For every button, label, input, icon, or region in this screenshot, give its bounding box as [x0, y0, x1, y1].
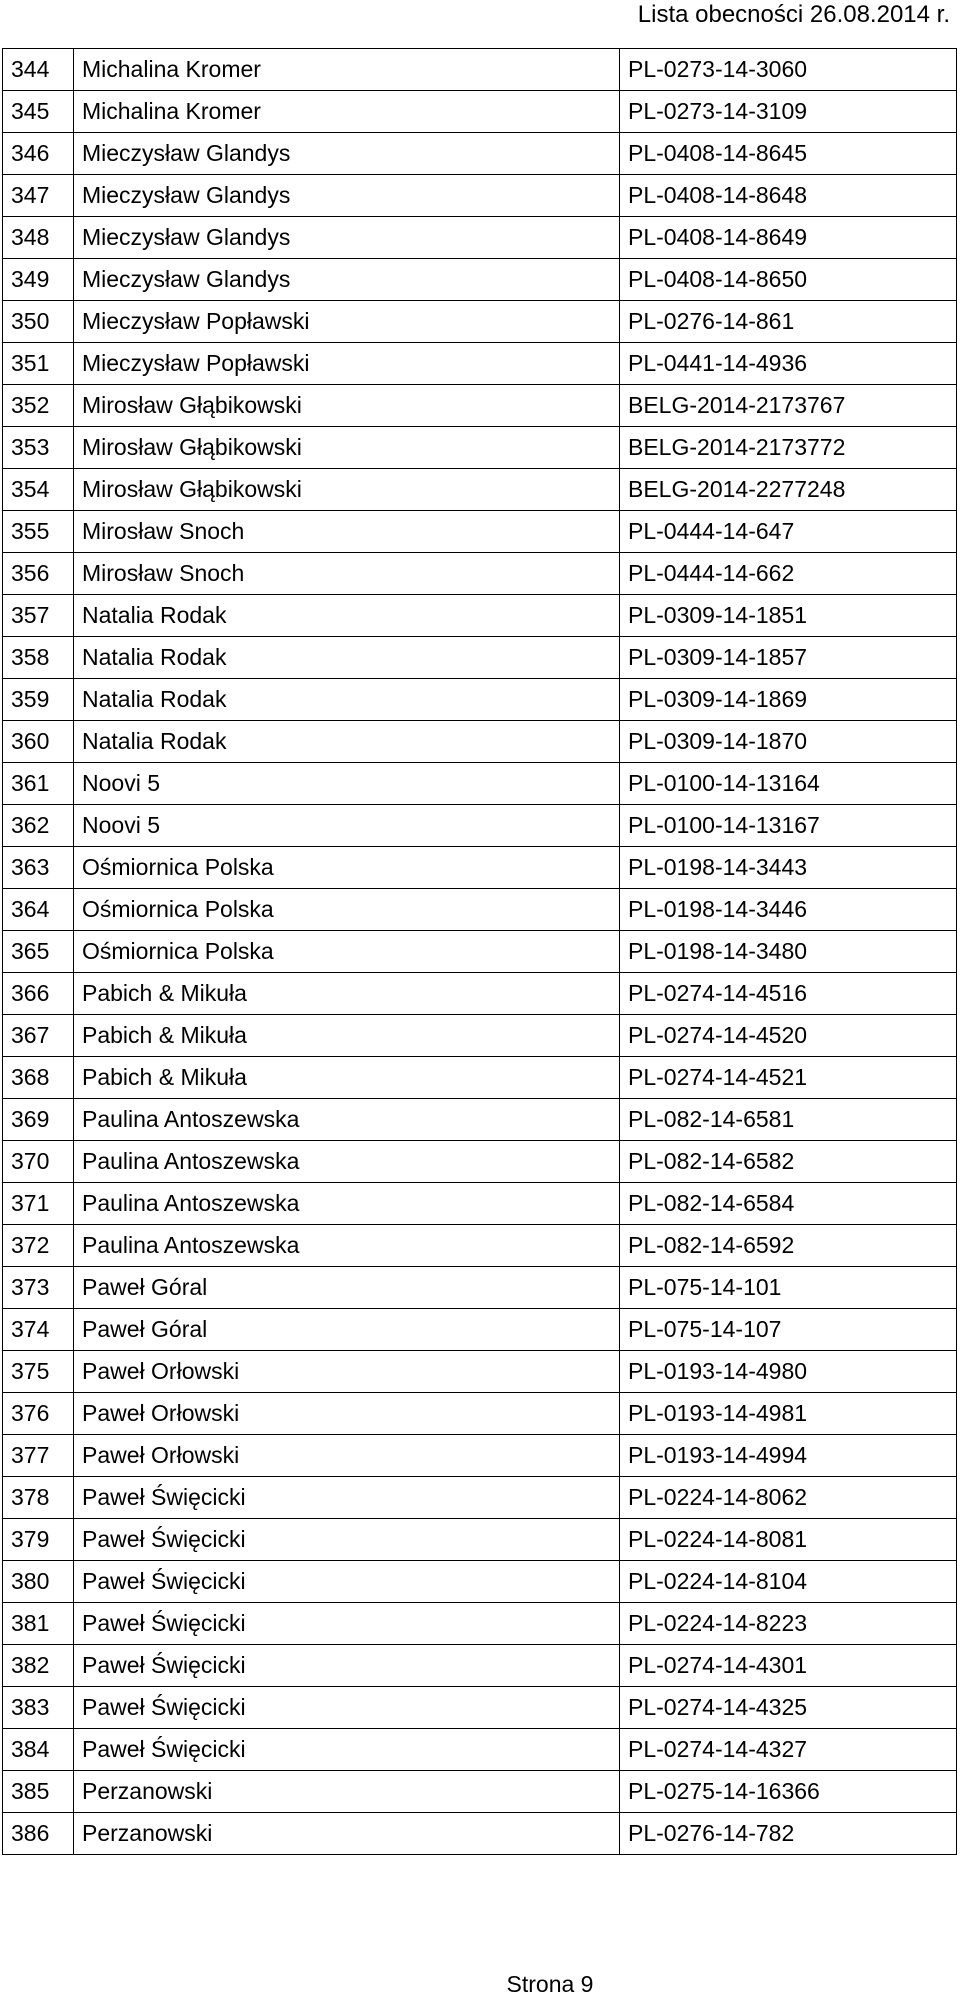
page-number: Strona 9 [506, 1971, 594, 1997]
registration-code-cell: PL-0100-14-13167 [620, 805, 957, 847]
registration-code-cell: PL-0309-14-1870 [620, 721, 957, 763]
registration-code-cell: PL-0444-14-647 [620, 511, 957, 553]
table-row [3, 1225, 957, 1267]
table-row [3, 1141, 957, 1183]
registration-code-cell: PL-0198-14-3443 [620, 847, 957, 889]
row-number-cell: 352 [3, 385, 74, 427]
participant-name-cell: Natalia Rodak [74, 595, 620, 637]
participant-name-cell: Paweł Święcicki [74, 1729, 620, 1771]
registration-code-cell: PL-082-14-6584 [620, 1183, 957, 1225]
participant-name-cell: Paweł Święcicki [74, 1645, 620, 1687]
row-number-cell: 353 [3, 427, 74, 469]
row-number-cell: 385 [3, 1771, 74, 1813]
registration-code-cell: PL-0224-14-8104 [620, 1561, 957, 1603]
table-row [3, 1771, 957, 1813]
participant-name-cell: Pabich & Mikuła [74, 1057, 620, 1099]
table-row [3, 1015, 957, 1057]
table-row [3, 1603, 957, 1645]
participant-name-cell: Paweł Święcicki [74, 1477, 620, 1519]
table-row [3, 1813, 957, 1855]
participant-name-cell: Mieczysław Popławski [74, 301, 620, 343]
participant-name-cell: Paweł Święcicki [74, 1687, 620, 1729]
registration-code-cell: PL-0274-14-4516 [620, 973, 957, 1015]
participant-name-cell: Perzanowski [74, 1813, 620, 1855]
registration-code-cell: BELG-2014-2277248 [620, 469, 957, 511]
table-row [3, 217, 957, 259]
registration-code-cell: PL-0408-14-8645 [620, 133, 957, 175]
participant-name-cell: Paweł Święcicki [74, 1519, 620, 1561]
registration-code-cell: PL-0273-14-3109 [620, 91, 957, 133]
participant-name-cell: Michalina Kromer [74, 91, 620, 133]
row-number-cell: 360 [3, 721, 74, 763]
registration-code-cell: PL-0274-14-4521 [620, 1057, 957, 1099]
table-row [3, 511, 957, 553]
row-number-cell: 349 [3, 259, 74, 301]
participant-name-cell: Paweł Góral [74, 1309, 620, 1351]
participant-name-cell: Natalia Rodak [74, 679, 620, 721]
table-row [3, 1057, 957, 1099]
registration-code-cell: PL-0276-14-782 [620, 1813, 957, 1855]
registration-code-cell: PL-0224-14-8223 [620, 1603, 957, 1645]
row-number-cell: 354 [3, 469, 74, 511]
participant-name-cell: Paulina Antoszewska [74, 1099, 620, 1141]
participant-name-cell: Mirosław Snoch [74, 553, 620, 595]
participant-name-cell: Ośmiornica Polska [74, 931, 620, 973]
table-row [3, 1435, 957, 1477]
table-row [3, 469, 957, 511]
registration-code-cell: PL-075-14-107 [620, 1309, 957, 1351]
attendance-table [2, 48, 957, 1855]
table-row [3, 385, 957, 427]
row-number-cell: 371 [3, 1183, 74, 1225]
row-number-cell: 355 [3, 511, 74, 553]
table-row [3, 847, 957, 889]
row-number-cell: 350 [3, 301, 74, 343]
registration-code-cell: PL-0444-14-662 [620, 553, 957, 595]
participant-name-cell: Paulina Antoszewska [74, 1183, 620, 1225]
row-number-cell: 356 [3, 553, 74, 595]
participant-name-cell: Mirosław Snoch [74, 511, 620, 553]
row-number-cell: 366 [3, 973, 74, 1015]
table-row [3, 1309, 957, 1351]
table-row [3, 973, 957, 1015]
row-number-cell: 348 [3, 217, 74, 259]
participant-name-cell: Mieczysław Glandys [74, 217, 620, 259]
table-row [3, 1351, 957, 1393]
participant-name-cell: Paweł Orłowski [74, 1351, 620, 1393]
row-number-cell: 358 [3, 637, 74, 679]
registration-code-cell: PL-082-14-6581 [620, 1099, 957, 1141]
participant-name-cell: Ośmiornica Polska [74, 889, 620, 931]
table-row [3, 1183, 957, 1225]
row-number-cell: 370 [3, 1141, 74, 1183]
table-row [3, 1393, 957, 1435]
row-number-cell: 383 [3, 1687, 74, 1729]
registration-code-cell: PL-0100-14-13164 [620, 763, 957, 805]
table-row [3, 91, 957, 133]
participant-name-cell: Paulina Antoszewska [74, 1141, 620, 1183]
registration-code-cell: PL-0193-14-4980 [620, 1351, 957, 1393]
participant-name-cell: Paweł Święcicki [74, 1561, 620, 1603]
participant-name-cell: Paweł Orłowski [74, 1435, 620, 1477]
table-row [3, 1519, 957, 1561]
participant-name-cell: Noovi 5 [74, 805, 620, 847]
attendance-table-body [3, 49, 957, 1855]
registration-code-cell: PL-0275-14-16366 [620, 1771, 957, 1813]
table-row [3, 889, 957, 931]
registration-code-cell: PL-0408-14-8648 [620, 175, 957, 217]
row-number-cell: 357 [3, 595, 74, 637]
registration-code-cell: PL-0309-14-1851 [620, 595, 957, 637]
row-number-cell: 364 [3, 889, 74, 931]
table-row [3, 1477, 957, 1519]
table-row [3, 721, 957, 763]
registration-code-cell: PL-082-14-6592 [620, 1225, 957, 1267]
row-number-cell: 372 [3, 1225, 74, 1267]
registration-code-cell: PL-0408-14-8650 [620, 259, 957, 301]
table-row [3, 133, 957, 175]
table-row [3, 931, 957, 973]
table-row [3, 553, 957, 595]
row-number-cell: 346 [3, 133, 74, 175]
participant-name-cell: Mirosław Głąbikowski [74, 469, 620, 511]
row-number-cell: 363 [3, 847, 74, 889]
row-number-cell: 382 [3, 1645, 74, 1687]
participant-name-cell: Mieczysław Popławski [74, 343, 620, 385]
row-number-cell: 384 [3, 1729, 74, 1771]
registration-code-cell: PL-0198-14-3446 [620, 889, 957, 931]
participant-name-cell: Paweł Orłowski [74, 1393, 620, 1435]
row-number-cell: 351 [3, 343, 74, 385]
row-number-cell: 374 [3, 1309, 74, 1351]
row-number-cell: 347 [3, 175, 74, 217]
row-number-cell: 377 [3, 1435, 74, 1477]
table-row [3, 175, 957, 217]
registration-code-cell: PL-0274-14-4301 [620, 1645, 957, 1687]
table-row [3, 1645, 957, 1687]
table-row [3, 637, 957, 679]
row-number-cell: 368 [3, 1057, 74, 1099]
participant-name-cell: Perzanowski [74, 1771, 620, 1813]
participant-name-cell: Paulina Antoszewska [74, 1225, 620, 1267]
participant-name-cell: Michalina Kromer [74, 49, 620, 91]
registration-code-cell: PL-0274-14-4520 [620, 1015, 957, 1057]
participant-name-cell: Mieczysław Glandys [74, 259, 620, 301]
row-number-cell: 344 [3, 49, 74, 91]
registration-code-cell: PL-075-14-101 [620, 1267, 957, 1309]
registration-code-cell: PL-0193-14-4981 [620, 1393, 957, 1435]
table-row [3, 1729, 957, 1771]
table-row [3, 301, 957, 343]
participant-name-cell: Pabich & Mikuła [74, 1015, 620, 1057]
participant-name-cell: Natalia Rodak [74, 721, 620, 763]
row-number-cell: 376 [3, 1393, 74, 1435]
registration-code-cell: PL-0274-14-4325 [620, 1687, 957, 1729]
table-row [3, 1561, 957, 1603]
participant-name-cell: Mieczysław Glandys [74, 175, 620, 217]
participant-name-cell: Ośmiornica Polska [74, 847, 620, 889]
table-row [3, 49, 957, 91]
table-row [3, 1687, 957, 1729]
row-number-cell: 381 [3, 1603, 74, 1645]
registration-code-cell: BELG-2014-2173772 [620, 427, 957, 469]
row-number-cell: 345 [3, 91, 74, 133]
row-number-cell: 386 [3, 1813, 74, 1855]
row-number-cell: 362 [3, 805, 74, 847]
table-row [3, 679, 957, 721]
table-row [3, 1099, 957, 1141]
page-title: Lista obecności 26.08.2014 r. [637, 1, 950, 28]
registration-code-cell: PL-0276-14-861 [620, 301, 957, 343]
participant-name-cell: Natalia Rodak [74, 637, 620, 679]
participant-name-cell: Paweł Święcicki [74, 1603, 620, 1645]
participant-name-cell: Mirosław Głąbikowski [74, 385, 620, 427]
participant-name-cell: Mieczysław Glandys [74, 133, 620, 175]
registration-code-cell: PL-082-14-6582 [620, 1141, 957, 1183]
registration-code-cell: PL-0441-14-4936 [620, 343, 957, 385]
row-number-cell: 367 [3, 1015, 74, 1057]
table-row [3, 427, 957, 469]
table-row [3, 763, 957, 805]
table-row [3, 805, 957, 847]
row-number-cell: 361 [3, 763, 74, 805]
participant-name-cell: Pabich & Mikuła [74, 973, 620, 1015]
row-number-cell: 373 [3, 1267, 74, 1309]
row-number-cell: 359 [3, 679, 74, 721]
registration-code-cell: PL-0309-14-1857 [620, 637, 957, 679]
row-number-cell: 379 [3, 1519, 74, 1561]
row-number-cell: 369 [3, 1099, 74, 1141]
participant-name-cell: Noovi 5 [74, 763, 620, 805]
table-row [3, 343, 957, 385]
registration-code-cell: PL-0274-14-4327 [620, 1729, 957, 1771]
row-number-cell: 380 [3, 1561, 74, 1603]
registration-code-cell: PL-0193-14-4994 [620, 1435, 957, 1477]
row-number-cell: 365 [3, 931, 74, 973]
participant-name-cell: Mirosław Głąbikowski [74, 427, 620, 469]
registration-code-cell: PL-0273-14-3060 [620, 49, 957, 91]
row-number-cell: 378 [3, 1477, 74, 1519]
participant-name-cell: Paweł Góral [74, 1267, 620, 1309]
registration-code-cell: PL-0309-14-1869 [620, 679, 957, 721]
registration-code-cell: PL-0198-14-3480 [620, 931, 957, 973]
table-row [3, 1267, 957, 1309]
table-row [3, 259, 957, 301]
registration-code-cell: PL-0224-14-8081 [620, 1519, 957, 1561]
registration-code-cell: PL-0408-14-8649 [620, 217, 957, 259]
row-number-cell: 375 [3, 1351, 74, 1393]
registration-code-cell: BELG-2014-2173767 [620, 385, 957, 427]
table-row [3, 595, 957, 637]
registration-code-cell: PL-0224-14-8062 [620, 1477, 957, 1519]
